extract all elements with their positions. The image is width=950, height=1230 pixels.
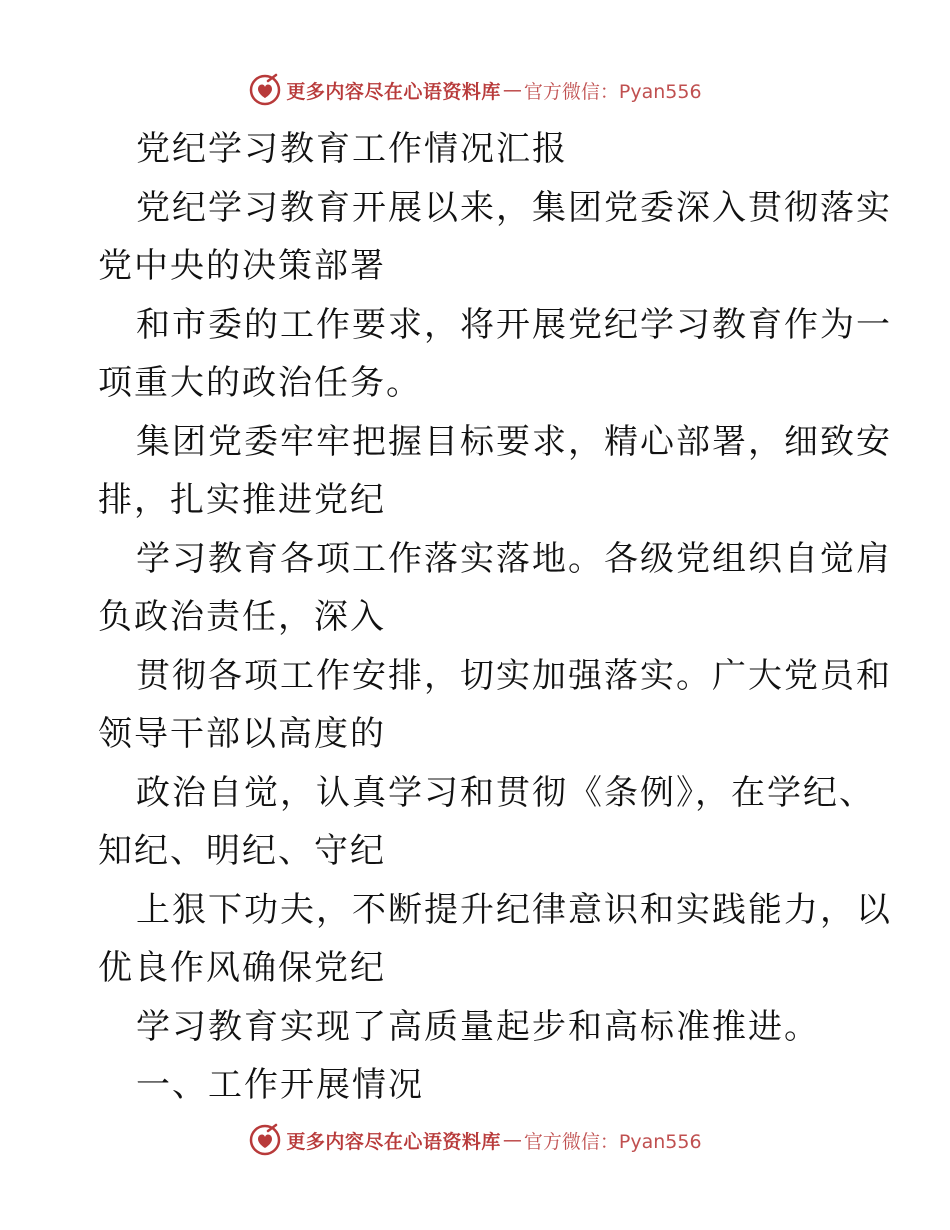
- paragraph-line: 和市委的工作要求，将开展党纪学习教育作为一: [136, 304, 892, 345]
- watermark-contact-text: 官方微信：Pyan556: [523, 1130, 702, 1153]
- heart-pen-logo-icon: [248, 1123, 282, 1157]
- paragraph-line: 领导干部以高度的: [98, 714, 386, 754]
- section-heading: 一、工作开展情况: [136, 1065, 424, 1105]
- paragraph-line: 贯彻各项工作安排，切实加强落实。广大党员和: [136, 655, 892, 696]
- paragraph-line: 知纪、明纪、守纪: [98, 831, 386, 871]
- paragraph-line: 项重大的政治任务。: [98, 363, 422, 403]
- paragraph-line: 政治自觉，认真学习和贯彻《条例》，在学纪、: [136, 772, 875, 813]
- paragraph-line: 优良作风确保党纪: [98, 948, 386, 988]
- watermark-contact-text: 官方微信：Pyan556: [523, 80, 702, 103]
- watermark-brand-text: 更多内容尽在心语资料库: [286, 80, 501, 103]
- paragraph-line: 负政治责任，深入: [98, 597, 386, 637]
- watermark-separator: —: [502, 1129, 522, 1151]
- document-body: [98, 120, 892, 1115]
- watermark-separator: —: [502, 79, 522, 101]
- paragraph-line: 集团党委牢牢把握目标要求，精心部署，细致安: [136, 421, 892, 462]
- paragraph-line: 党中央的决策部署: [98, 246, 386, 286]
- footer-watermark-banner: [0, 1120, 950, 1160]
- heart-pen-logo-icon: [248, 73, 282, 107]
- document-title: 党纪学习教育工作情况汇报: [136, 129, 568, 169]
- paragraph-line: 排，扎实推进党纪: [98, 480, 386, 520]
- header-watermark-banner: [0, 70, 950, 110]
- paragraph-line: 学习教育实现了高质量起步和高标准推进。: [136, 1006, 820, 1047]
- paragraph-line: 上狠下功夫，不断提升纪律意识和实践能力，以: [136, 889, 892, 930]
- watermark-brand-text: 更多内容尽在心语资料库: [286, 1130, 501, 1153]
- paragraph-line: 学习教育各项工作落实落地。各级党组织自觉肩: [136, 538, 892, 579]
- paragraph-line: 党纪学习教育开展以来，集团党委深入贯彻落实: [136, 187, 892, 228]
